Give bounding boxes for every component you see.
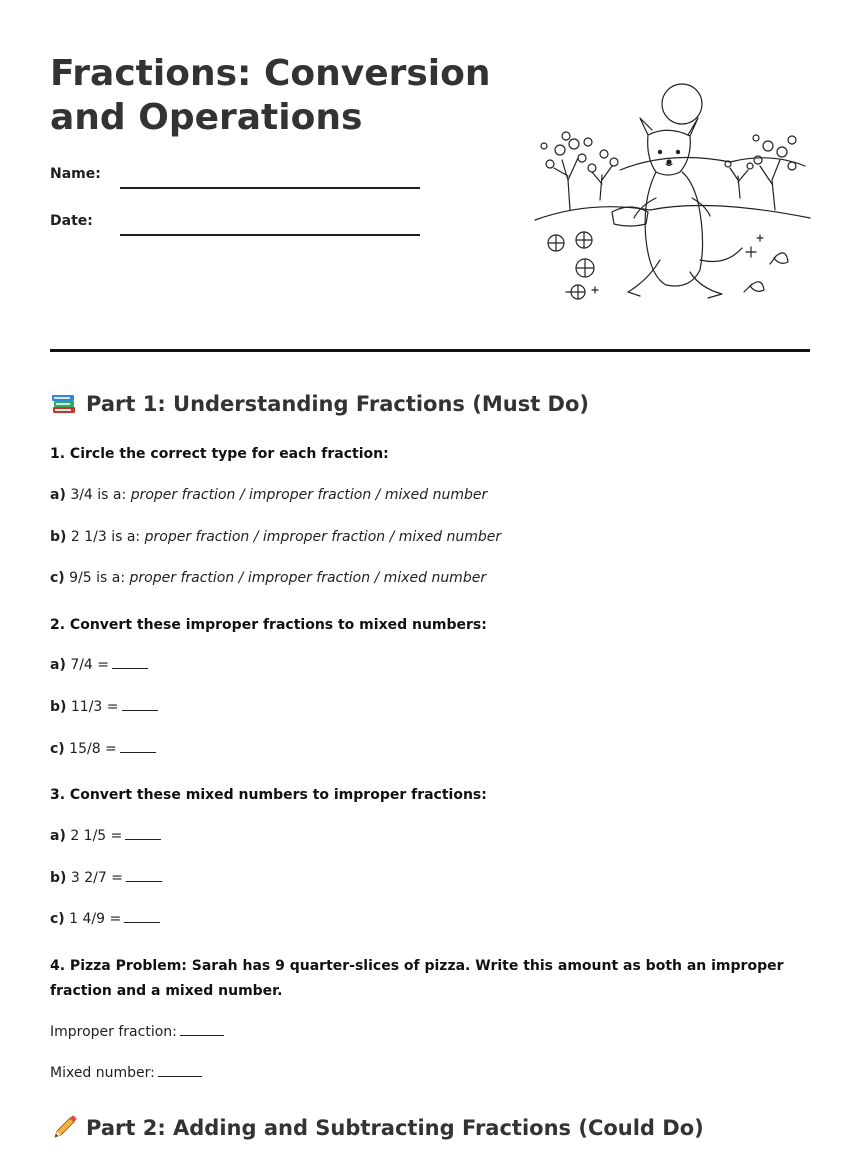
answer-blank[interactable] [126,870,162,882]
q2-item-b [50,699,158,715]
answer-blank[interactable] [124,911,160,923]
q1-item-b-options[interactable]: proper fraction / improper fraction / mixed number [144,529,502,545]
q2-item-c-letter: c) [50,741,65,757]
q2-item-a-text: 7/4 = [70,657,110,673]
answer-blank[interactable] [122,699,158,711]
answer-blank[interactable] [112,657,148,669]
answer-blank[interactable] [120,741,156,753]
page-title: Fractions: Conversion and Operations [50,53,491,138]
part2-heading [50,1114,704,1142]
q2-item-b-text: 11/3 = [70,699,119,715]
q2-item-a [50,657,148,673]
q3-item-a-letter: a) [50,828,66,844]
answer-blank[interactable] [180,1024,224,1036]
q2-item-c [50,741,156,757]
question-4-prompt: 4. Pizza Problem: Sarah has 9 quarter-slices of pizza. Write this amount as both an improper fraction and a mixed number. [50,958,784,999]
q1-item-c-text: 9/5 is a: [69,570,126,586]
question-1-prompt: 1. Circle the correct type for each fraction: [50,446,389,462]
q1-item-a [50,487,487,503]
q3-item-b [50,870,162,886]
q3-item-c-text: 1 4/9 = [69,911,122,927]
q1-item-a-text: 3/4 is a: [70,487,127,503]
q2-item-c-text: 15/8 = [69,741,117,757]
part2-heading-text: Part 2: Adding and Subtracting Fractions (Could Do) [86,1116,704,1140]
q1-item-b-letter: b) [50,529,67,545]
q2-item-b-letter: b) [50,699,67,715]
date-label: Date: [50,213,93,229]
name-label: Name: [50,166,101,182]
part1-heading-text: Part 1: Understanding Fractions (Must Do) [86,392,589,416]
q1-item-c-letter: c) [50,570,65,586]
q1-item-b [50,529,501,545]
q1-item-a-letter: a) [50,487,66,503]
q3-item-c [50,911,160,927]
q1-item-c [50,570,486,586]
answer-blank[interactable] [158,1065,202,1077]
q1-item-c-options[interactable]: proper fraction / improper fraction / mixed number [129,570,487,586]
question-2-prompt: 2. Convert these improper fractions to mixed numbers: [50,617,487,633]
q4-mixed-line [50,1065,202,1081]
q3-item-b-text: 3 2/7 = [70,870,123,886]
books-icon [50,390,78,418]
q4-improper-line [50,1024,224,1040]
q2-item-a-letter: a) [50,657,66,673]
q4-mixed-label: Mixed number: [50,1065,155,1081]
q3-item-b-letter: b) [50,870,67,886]
part1-heading [50,390,589,418]
question-3-prompt: 3. Convert these mixed numbers to improper fractions: [50,787,487,803]
q1-item-a-options[interactable]: proper fraction / improper fraction / mixed number [130,487,488,503]
name-field[interactable] [120,187,420,189]
kangaroo-coloring-icon [530,80,815,310]
q3-item-a [50,828,161,844]
q3-item-c-letter: c) [50,911,65,927]
q3-item-a-text: 2 1/5 = [70,828,123,844]
section-divider [50,349,810,352]
date-field[interactable] [120,234,420,236]
q1-item-b-text: 2 1/3 is a: [70,529,141,545]
answer-blank[interactable] [125,828,161,840]
q4-improper-label: Improper fraction: [50,1024,177,1040]
pencil-icon [50,1114,78,1142]
